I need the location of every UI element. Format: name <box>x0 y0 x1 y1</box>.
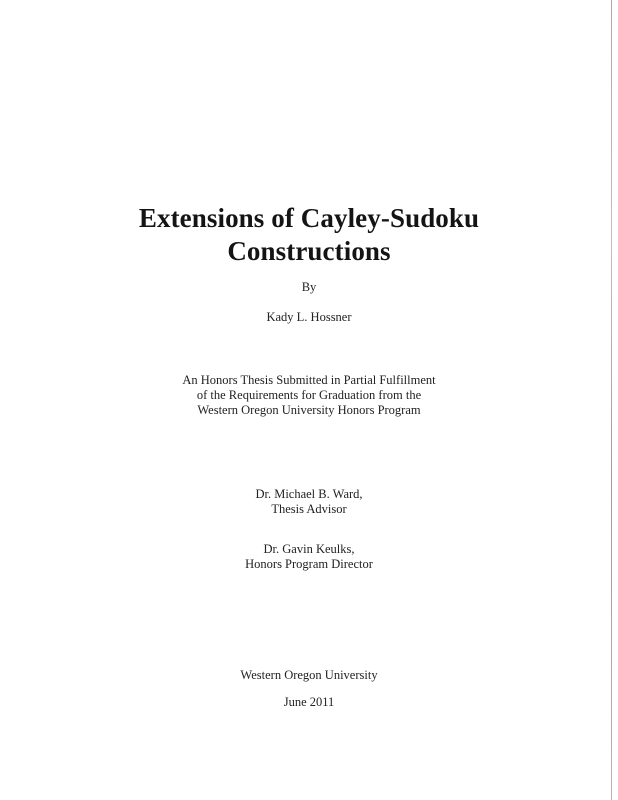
thesis-title-line-2: Constructions <box>227 236 391 266</box>
submission-line-2: of the Requirements for Graduation from the <box>196 388 422 402</box>
advisor-role: Thesis Advisor <box>271 502 347 516</box>
university-name: Western Oregon University <box>240 668 378 682</box>
submission-line-3: Western Oregon University Honors Program <box>197 403 421 417</box>
director-name: Dr. Gavin Keulks, <box>263 542 355 556</box>
thesis-title-line-1: Extensions of Cayley-Sudoku <box>138 203 480 233</box>
author-name: Kady L. Hossner <box>266 310 352 324</box>
advisor-name: Dr. Michael B. Ward, <box>255 487 363 501</box>
director-role: Honors Program Director <box>245 557 373 571</box>
by-label: By <box>301 280 317 294</box>
submission-line-1: An Honors Thesis Submitted in Partial Fulfillment <box>182 373 436 387</box>
submission-date: June 2011 <box>283 695 335 709</box>
